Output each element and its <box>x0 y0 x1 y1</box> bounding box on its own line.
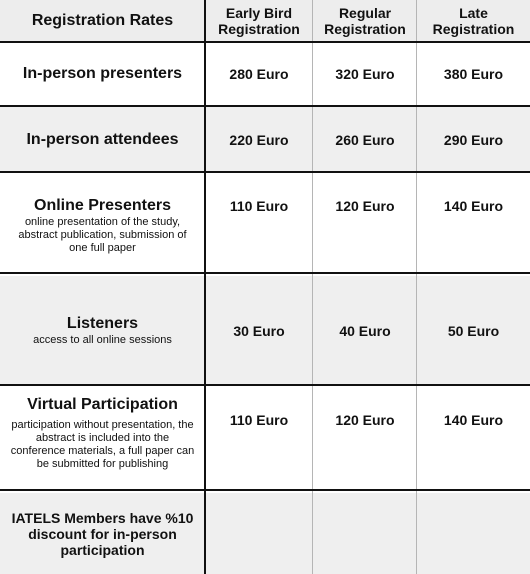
member-discount-note: IATELS Members have %10 discount for in-person participation <box>0 493 205 574</box>
column-divider <box>312 0 313 574</box>
row-label-in-person-presenters <box>0 42 205 106</box>
price-early-bird: 280 Euro <box>205 42 313 106</box>
row-divider <box>0 41 530 43</box>
row-title: Listeners <box>66 315 139 332</box>
price-early-bird: 30 Euro <box>205 276 313 386</box>
row-divider <box>0 384 530 386</box>
row-title: In-person presenters <box>22 65 183 82</box>
header-late: Late Registration <box>417 0 530 42</box>
column-divider <box>204 0 206 574</box>
row-divider <box>0 171 530 173</box>
row-title: In-person attendees <box>26 130 179 148</box>
price-early-bird: 110 Euro <box>205 173 313 276</box>
row-label-virtual-participation <box>0 386 205 493</box>
price-regular: 320 Euro <box>313 42 417 106</box>
price-regular: 120 Euro <box>313 386 417 493</box>
row-divider <box>0 105 530 107</box>
price-late: 140 Euro <box>417 386 530 493</box>
price-early-bird: 220 Euro <box>205 106 313 173</box>
row-title: Virtual Participation <box>27 396 178 413</box>
price-late: 290 Euro <box>417 106 530 173</box>
row-description: access to all online sessions <box>33 334 172 346</box>
price-regular: 120 Euro <box>313 173 417 276</box>
empty-cell <box>417 493 530 574</box>
row-description: online presentation of the study, abstract publication, submission of one full paper <box>18 216 187 254</box>
price-late: 140 Euro <box>417 173 530 276</box>
price-early-bird: 110 Euro <box>205 386 313 493</box>
row-description: participation without presentation, the abstract is included into the conference materials, a full paper can be submitted for publishing <box>10 419 195 470</box>
row-label-in-person-attendees <box>0 106 205 173</box>
row-divider <box>0 272 530 274</box>
price-late: 380 Euro <box>417 42 530 106</box>
row-divider <box>0 489 530 491</box>
header-registration-rates: Registration Rates <box>0 0 205 42</box>
price-late: 50 Euro <box>417 276 530 386</box>
header-early-bird: Early Bird Registration <box>205 0 313 42</box>
empty-cell <box>313 493 417 574</box>
row-title: Online Presenters <box>34 197 171 214</box>
price-regular: 40 Euro <box>313 276 417 386</box>
row-label-listeners <box>0 276 205 386</box>
empty-cell <box>205 493 313 574</box>
column-divider <box>416 0 417 574</box>
price-regular: 260 Euro <box>313 106 417 173</box>
header-regular: Regular Registration <box>313 0 417 42</box>
row-label-online-presenters <box>0 173 205 276</box>
